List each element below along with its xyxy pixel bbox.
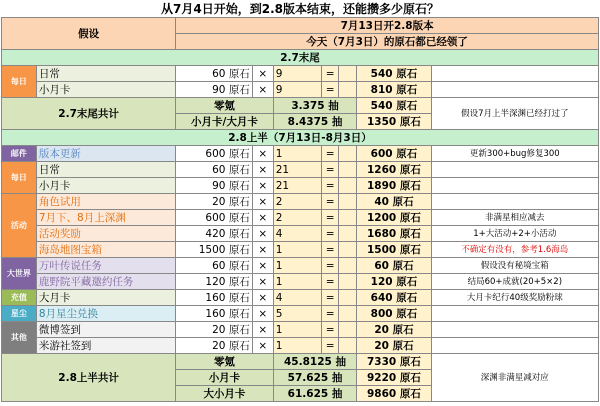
item-name: 日常	[36, 66, 175, 82]
amount: 20	[212, 339, 226, 352]
equals-sign: =	[322, 210, 338, 226]
multiplier: 9	[273, 82, 322, 98]
result: 1890	[367, 179, 397, 192]
unit: 原石	[399, 115, 421, 128]
multiplier: 1	[273, 274, 322, 290]
unit: 原石	[396, 83, 418, 96]
amount: 90	[212, 179, 226, 192]
note: 不确定有没有，参考1.6海岛	[431, 242, 598, 258]
unit: 原石	[392, 323, 414, 336]
times-sign: ×	[252, 226, 273, 242]
primogem-table	[1, 0, 599, 402]
unit: 原石	[399, 163, 421, 176]
unit: 原石	[399, 179, 421, 192]
unit: 原石	[228, 307, 250, 320]
total-row	[2, 98, 599, 114]
draw-unit: 抽	[331, 387, 343, 400]
total-tier: 小月卡	[176, 370, 274, 386]
amount: 60	[212, 67, 226, 80]
times-sign: ×	[252, 242, 273, 258]
total-row	[2, 354, 599, 370]
draws: 57.625	[287, 371, 329, 384]
draws: 8.4375	[287, 115, 329, 128]
category-label: 活动	[2, 194, 37, 258]
table-row	[2, 82, 599, 98]
equals-sign: =	[322, 258, 338, 274]
times-sign: ×	[252, 194, 273, 210]
total-tier: 大小月卡	[176, 386, 274, 402]
unit: 原石	[399, 355, 421, 368]
note: 假设没有秘境宝箱	[431, 258, 598, 274]
category-label: 大世界	[2, 258, 37, 290]
item-name: 活动奖励	[36, 226, 175, 242]
category-daily: 每日	[2, 66, 37, 98]
table-row	[2, 338, 599, 354]
result: 1260	[367, 163, 397, 176]
total-result: 7330	[367, 355, 397, 368]
item-name: 万叶传说任务	[36, 258, 175, 274]
draw-unit: 抽	[335, 355, 346, 368]
unit: 原石	[228, 83, 250, 96]
category-label: 充值	[2, 290, 37, 306]
amount: 600	[205, 211, 226, 224]
amount: 420	[205, 227, 226, 240]
total-result: 9860	[367, 387, 397, 400]
unit: 原石	[399, 243, 421, 256]
table-row	[2, 210, 599, 226]
note	[431, 178, 598, 194]
amount: 20	[212, 195, 226, 208]
item-name: 鹿野院平藏邀约任务	[36, 274, 175, 290]
unit: 原石	[228, 163, 250, 176]
assume-label: 假设	[2, 18, 176, 50]
note	[431, 322, 598, 338]
result: 1680	[367, 227, 397, 240]
table-row	[2, 274, 599, 290]
note	[431, 162, 598, 178]
note: 结局60+成就(20+5×2)	[431, 274, 598, 290]
total-tier: 零氪	[176, 98, 274, 114]
note: 1+大活动+2+小活动	[431, 226, 598, 242]
equals-sign: =	[322, 194, 338, 210]
equals-sign: =	[322, 290, 338, 306]
unit: 原石	[396, 307, 418, 320]
note: 深渊非满星减对应	[431, 354, 598, 402]
unit: 原石	[228, 243, 250, 256]
result: 1500	[367, 243, 397, 256]
times-sign: ×	[252, 162, 273, 178]
result: 20	[374, 339, 389, 352]
times-sign: ×	[252, 274, 273, 290]
total-tier: 零氪	[176, 354, 274, 370]
multiplier: 4	[273, 290, 322, 306]
amount: 160	[205, 307, 226, 320]
unit: 原石	[399, 371, 421, 384]
item-name: 角色试用	[36, 194, 175, 210]
unit: 原石	[228, 67, 250, 80]
table-row	[2, 306, 599, 322]
unit: 原石	[399, 227, 421, 240]
multiplier: 21	[273, 178, 322, 194]
equals-sign: =	[322, 226, 338, 242]
note	[431, 194, 598, 210]
draws: 3.375	[291, 99, 325, 112]
unit: 原石	[396, 67, 418, 80]
note	[431, 306, 598, 322]
unit: 原石	[392, 339, 414, 352]
table-row	[2, 258, 599, 274]
amount: 20	[212, 323, 226, 336]
result: 800	[370, 307, 393, 320]
multiplier: 2	[273, 194, 322, 210]
category-label: 邮件	[2, 146, 37, 162]
item-name: 7月下、8月上深渊	[36, 210, 175, 226]
result: 1200	[367, 211, 397, 224]
result: 540	[370, 67, 393, 80]
item-name: 版本更新	[36, 146, 175, 162]
amount: 60	[212, 259, 226, 272]
times-sign: ×	[252, 322, 273, 338]
table-row	[2, 290, 599, 306]
multiplier: 1	[273, 258, 322, 274]
unit: 原石	[392, 195, 414, 208]
item-name: 大月卡	[36, 290, 175, 306]
multiplier: 9	[273, 66, 322, 82]
result: 810	[370, 83, 393, 96]
unit: 原石	[399, 211, 421, 224]
draw-unit: 抽	[328, 99, 339, 112]
amount: 600	[205, 147, 226, 160]
item-name: 8月星尘兑换	[36, 306, 175, 322]
total-result: 540	[370, 99, 393, 112]
unit: 原石	[228, 211, 250, 224]
unit: 原石	[396, 275, 418, 288]
unit: 原石	[396, 99, 418, 112]
note	[431, 338, 598, 354]
assume-line-1: 7月13日开2.8版本	[176, 18, 599, 34]
equals-sign: =	[322, 66, 338, 82]
times-sign: ×	[252, 210, 273, 226]
equals-sign: =	[322, 306, 338, 322]
amount: 60	[212, 163, 226, 176]
draws: 61.625	[287, 387, 329, 400]
multiplier: 1	[273, 322, 322, 338]
total-tier: 小月卡/大月卡	[176, 114, 274, 130]
category-label: 其他	[2, 322, 37, 354]
item-name: 米游社签到	[36, 338, 175, 354]
equals-sign: =	[322, 338, 338, 354]
multiplier: 1	[273, 146, 322, 162]
equals-sign: =	[322, 322, 338, 338]
unit: 原石	[399, 387, 421, 400]
times-sign: ×	[252, 178, 273, 194]
unit: 原石	[228, 339, 250, 352]
unit: 原石	[392, 259, 414, 272]
equals-sign: =	[322, 242, 338, 258]
times-sign: ×	[252, 146, 273, 162]
item-name: 微博签到	[36, 322, 175, 338]
result: 40	[374, 195, 389, 208]
amount: 90	[212, 83, 226, 96]
item-name: 小月卡	[36, 178, 175, 194]
multiplier: 1	[273, 338, 322, 354]
total-result: 1350	[367, 115, 397, 128]
table-row	[2, 242, 599, 258]
result: 60	[374, 259, 389, 272]
item-name: 小月卡	[36, 82, 175, 98]
unit: 原石	[228, 179, 250, 192]
unit: 原石	[228, 227, 250, 240]
unit: 原石	[396, 147, 418, 160]
times-sign: ×	[252, 258, 273, 274]
equals-sign: =	[322, 146, 338, 162]
multiplier: 5	[273, 306, 322, 322]
draw-unit: 抽	[331, 115, 343, 128]
draw-unit: 抽	[331, 371, 343, 384]
unit: 原石	[228, 275, 250, 288]
equals-sign: =	[322, 274, 338, 290]
times-sign: ×	[252, 82, 273, 98]
unit: 原石	[228, 291, 250, 304]
equals-sign: =	[322, 162, 338, 178]
table-row	[2, 194, 599, 210]
note: 大月卡纪行40级奖励粉球	[431, 290, 598, 306]
unit: 原石	[228, 323, 250, 336]
note: 非满星相应减去	[431, 210, 598, 226]
total-label-27: 2.7末尾共计	[2, 98, 176, 130]
equals-sign: =	[322, 178, 338, 194]
section-title-27: 2.7末尾	[2, 50, 599, 66]
category-label: 星尘	[2, 306, 37, 322]
result: 120	[370, 275, 393, 288]
table-row	[2, 146, 599, 162]
assume-line-2: 今天（7月3日）的原石都已经领了	[176, 34, 599, 50]
amount: 120	[205, 275, 226, 288]
multiplier: 1	[273, 242, 322, 258]
page-title: 从7月4日开始，到2.8版本结束，还能攒多少原石？	[161, 1, 439, 16]
times-sign: ×	[252, 66, 273, 82]
unit: 原石	[228, 147, 250, 160]
unit: 原石	[396, 291, 418, 304]
note: 假设7月上半深渊已经打过了	[431, 98, 598, 130]
multiplier: 21	[273, 162, 322, 178]
equals-sign: =	[322, 82, 338, 98]
unit: 原石	[228, 259, 250, 272]
multiplier: 4	[273, 226, 322, 242]
times-sign: ×	[252, 338, 273, 354]
section-title-28: 2.8上半（7月13日-8月3日）	[2, 130, 599, 146]
times-sign: ×	[252, 290, 273, 306]
result: 600	[370, 147, 393, 160]
result: 20	[374, 323, 389, 336]
category-label: 每日	[2, 162, 37, 194]
amount: 160	[205, 291, 226, 304]
item-name: 日常	[36, 162, 175, 178]
result: 640	[370, 291, 393, 304]
amount: 1500	[198, 243, 226, 256]
note: 更新300+bug修复300	[431, 146, 598, 162]
draws: 45.8125	[284, 355, 332, 368]
table-row	[2, 66, 599, 82]
item-name: 海岛地图宝箱	[36, 242, 175, 258]
table-row	[2, 322, 599, 338]
times-sign: ×	[252, 306, 273, 322]
unit: 原石	[228, 195, 250, 208]
table-row	[2, 162, 599, 178]
multiplier: 2	[273, 210, 322, 226]
total-result: 9220	[367, 371, 397, 384]
total-label-28: 2.8上半共计	[2, 354, 176, 402]
table-row	[2, 178, 599, 194]
table-row	[2, 226, 599, 242]
